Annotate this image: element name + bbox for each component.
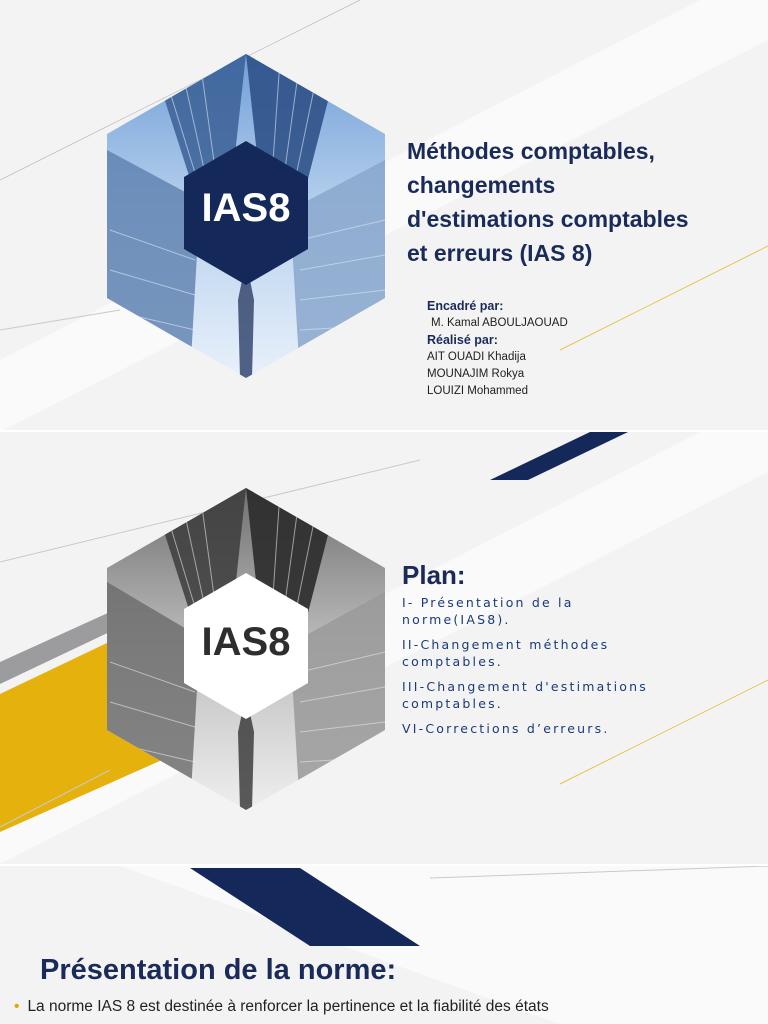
slide-plan [0,432,768,864]
plan-item: III-Changement d'estimations comptables. [402,679,648,711]
plan-item: II-Changement méthodes comptables. [402,637,610,669]
author-name: LOUIZI Mohammed [427,385,528,397]
slide-title [0,0,768,432]
credits-block [427,298,568,400]
plan-item: VI-Corrections d’erreurs. [402,721,610,736]
slide-presentation [0,866,768,1024]
author-name: AIT OUADI Khadija [427,351,526,363]
title-line: d'estimations comptables [407,206,689,232]
title-line: changements [407,172,556,198]
bullet-item [14,997,754,1017]
presentation-title [407,134,757,270]
author-name: MOUNAJIM Rokya [427,368,525,380]
plan-title: Plan: [402,560,466,590]
plan-item: I- Présentation de la norme(IAS8). [402,595,574,627]
title-line: et erreurs (IAS 8) [407,240,593,266]
section-title: Présentation de la norme: [40,954,397,986]
authors-label: Réalisé par: [427,333,498,347]
bullet-text: La norme IAS 8 est destinée à renforcer la pertinence et la fiabilité des états [27,998,549,1015]
bullet-dot: • [14,998,20,1015]
title-line: Méthodes comptables, [407,138,655,164]
ias8-badge-label: IAS8 [201,620,291,664]
plan-list [402,594,682,745]
supervised-label: Encadré par: [427,299,504,313]
ias8-badge-label: IAS8 [201,186,291,230]
supervisor-name: M. Kamal ABOULJAOUAD [431,317,568,329]
navy-stripe [490,432,628,480]
